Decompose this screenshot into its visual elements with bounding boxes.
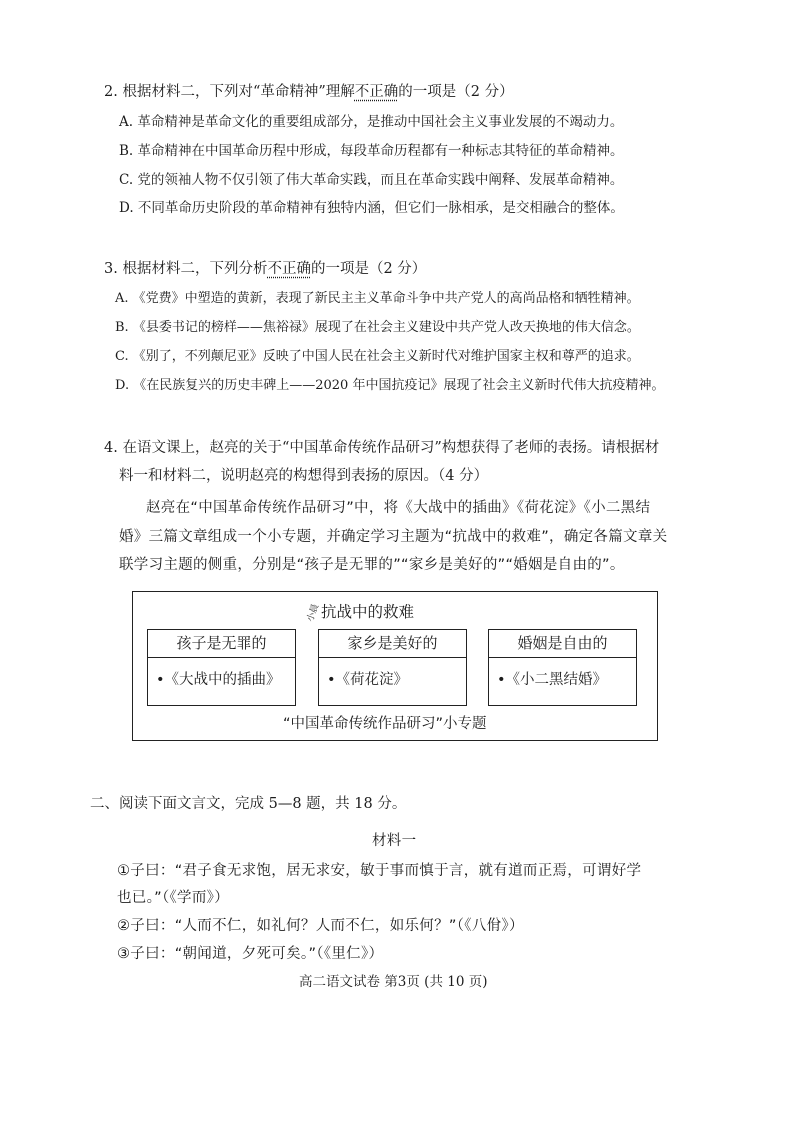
diagram-box-2 [318, 629, 467, 706]
q2-option-b: B. 革命精神在中国革命历程中形成，每段革命历程都有一种标志其特征的革命精神。 [119, 143, 624, 159]
q2-option-d: D. 不同革命历史阶段的革命精神有独特内涵，但它们一脉相承，是交相融合的整体。 [119, 200, 624, 216]
diagram-box-1-head: 孩子是无罪的 [148, 630, 295, 658]
diagram-annotation: 小晨 [305, 602, 322, 624]
q4-passage-line1: 赵亮在“中国革命传统作品研习”中，将《大战中的插曲》《荷花淀》《小二黑结 [146, 500, 651, 516]
diagram-box-2-item: •《荷花淀》 [327, 672, 409, 688]
q3-stem: 3. 根据材料二，下列分析不正确的一项是（2 分） [104, 261, 427, 277]
material-title: 材料一 [372, 833, 417, 849]
q2-emphasis: 不正确 [354, 84, 399, 100]
diagram-box-2-head: 家乡是美好的 [319, 630, 466, 658]
classical-line1: ①子曰：“君子食无求饱，居无求安，敏于事而慎于言，就有道而正焉，可谓好学 [117, 863, 642, 879]
diagram-footer: “中国革命传统作品研习”小专题 [283, 716, 487, 732]
diagram-box-3-head: 婚姻是自由的 [489, 630, 636, 658]
diagram-box-3 [488, 629, 637, 706]
diagram-box-1 [147, 629, 296, 706]
diagram-box-3-item: •《小二黑结婚》 [497, 672, 608, 688]
q4-passage-line2: 婚》三篇文章组成一个小专题，并确定学习主题为“抗战中的救难”，确定各篇文章关 [119, 529, 668, 545]
q3-option-b: B. 《县委书记的榜样——焦裕禄》展现了在社会主义建设中共产党人改天换地的伟大信念。 [115, 320, 640, 335]
q2-option-c: C. 党的领袖人物不仅引领了伟大革命实践，而且在革命实践中阐释、发展革命精神。 [119, 172, 624, 188]
classical-line3: ②子曰：“人而不仁，如礼何？人而不仁，如乐何？”（《八佾》） [117, 918, 524, 934]
q4-stem-line2: 料一和材料二，说明赵亮的构想得到表扬的原因。（4 分） [119, 468, 489, 484]
q2-option-a: A. 革命精神是革命文化的重要组成部分，是推动中国社会主义事业发展的不竭动力。 [119, 114, 624, 130]
q3-option-a: A. 《党费》中塑造的黄新，表现了新民主主义革命斗争中共产党人的高尚品格和牺牲精神。 [115, 291, 640, 306]
section2-heading: 二、阅读下面文言文，完成 5—8 题，共 18 分。 [90, 796, 407, 812]
q4-stem-line1: 4. 在语文课上，赵亮的关于“中国革命传统作品研习”构想获得了老师的表扬。请根据材 [104, 440, 660, 456]
q4-passage-line3: 联学习主题的侧重，分别是“孩子是无罪的”“家乡是美好的”“婚姻是自由的”。 [119, 557, 625, 573]
diagram-box-1-item: •《大战中的插曲》 [156, 672, 281, 688]
q3-option-c: C. 《别了，不列颠尼亚》反映了中国人民在社会主义新时代对维护国家主权和尊严的追求。 [115, 349, 640, 364]
topic-diagram [132, 591, 658, 741]
q3-option-d: D. 《在民族复兴的历史丰碑上——2020 年中国抗疫记》展现了社会主义新时代伟大抗疫精神。 [115, 378, 665, 393]
page-footer: 高二语文试卷 第3页 (共 10 页) [299, 974, 488, 990]
q2-stem: 2. 根据材料二，下列对“革命精神”理解不正确的一项是（2 分） [104, 84, 514, 100]
diagram-title: 抗战中的救难 [321, 603, 415, 621]
classical-line2: 也已。”（《学而》） [117, 890, 230, 906]
classical-line4: ③子曰：“朝闻道，夕死可矣。”（《里仁》） [117, 946, 384, 962]
q3-emphasis: 不正确 [267, 261, 311, 277]
